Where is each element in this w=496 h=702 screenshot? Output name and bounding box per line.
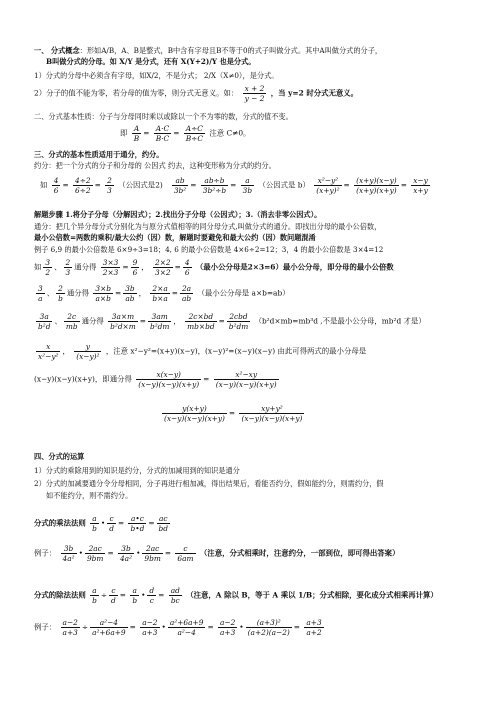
tongfen-example-2: $\frac{3}{a}$ 、 $\frac{2}{b}$ 通分得 $\frac{3\times b}{a\times b}$ = $\frac{3b}{ab}$ ， $\frac{2\times a}{b\times a}$ = $\frac{2a}{ab}$ （最小公分母是 a×b=ab）: [38, 284, 290, 303]
tongfen-example-3: $\frac{3a}{\text{b²d}}$ 、 $\frac{2c}{mb}$ 通分得 $\frac{3a\times m}{\text{b²d×m}}$ = $\frac{3am}{\text{b²dm}}$ ， $\frac{2c\times bd}{mb\times bd}$ = $\frac{\text{2cbd}}{\text{b²dm}}$ （b²d×mb=mb³d ,不是最小公分母，mb²d 才是）: [38, 312, 426, 331]
section-3-title: 三、分式的基本性质适用于通分，约分。: [34, 150, 164, 159]
section-4-title: 四、分式的运算: [34, 452, 85, 461]
multiplication-rule: 分式的乘法法则 $\frac{a}{b}$ • $\frac{c}{d}$ = $\frac{a•c}{b•d}$ = $\frac{ac}{bd}$: [34, 514, 168, 533]
section-2-title: 二、分式基本性质：分子与分母同时乘以或除以一个不为零的数，分式的值不变。: [34, 112, 293, 121]
section-1-title: 一、 分式概念: [34, 46, 80, 55]
point-1: 1）分式的分母中必须含有字母，如X/2，不是分式； 2/X（X≠0），是分式。: [34, 71, 279, 80]
section-1-definition: ：形如A/B，A、B是整式，B中含有字母且B不等于0的式子叫做分式。其中A叫做分式的分子，: [79, 46, 383, 55]
tongfen-1: 通分：把几个异分母分式分别化为与原分式值相等的同分母分式,叫做分式的通分。即找出分母的最小公倍数，: [34, 222, 382, 231]
tongfen-example-4c: $\frac{y(x+y)}{(x-y)(x-y)(x+y)}$ = $\frac{\text{xy+y²}}{(x-y)(x-y)(x+y)}$: [164, 404, 303, 423]
tongfen-example-4b: (x−y)(x−y)(x+y)，即通分得 $\frac{x(x-y)}{(x-y)(x-y)(x+y)}$ = $\frac{\text{x²−xy}}{(x-y)(x-y)(x+y)}$: [34, 370, 277, 389]
example-fraction: $\frac{x + 2}{y - 2}$: [244, 84, 265, 103]
section-1-heading: [34, 46, 488, 55]
division-example: 例子： $\frac{a-2}{a+3}$ ÷ $\frac{\text{a²−4}}{\text{a²+6a+9}}$ = $\frac{a-2}{a+3}$ • $\frac{\text{a²+6a+9}}{\text{a²−4}}$ = $\frac{a-2}{a+3}$ • $\frac{\text{(a+3)²}}{(a+2)(a-2)}$ = $\frac{a+3}{a+2}$: [34, 618, 322, 637]
steps: 解题步骤 1.将分子分母（分解因式）；2.找出分子分母（公因式）；3.（消去非零公因式）。: [34, 210, 322, 219]
yuefen-definition: 约分：把一个分式的分子和分母的 公因式 约去，这种变形称为分式的约分。: [34, 161, 276, 170]
point-2-text: 2）分子的值不能为零，若分母的值为零，则分式无意义。如：: [34, 88, 239, 98]
multiplication-example: 例子： $\frac{3b}{\text{4a²}}$ • $\frac{2ac}{9bm}$ = $\frac{3b}{\text{4a²}}$ • $\frac{2ac}{9bm}$ = $\frac{c}{6am}$ （注意，分式相乘时，注意约分，一部到位，即可得出答案）: [34, 544, 400, 563]
formula-prefix: 即: [120, 128, 128, 138]
tongfen-example-4: $\frac{x}{\text{x²−y²}}$ ， $\frac{y}{\text{(x−y)²}}$ ，注意 x²−y²=(x+y)(x−y)，(x−y)²=(x−y)(x−y) 由此可得两式的最小分母是: [38, 342, 367, 361]
point-2-tail: ，当 y=2 时分式无意义。: [270, 88, 359, 98]
division-rule: 分式的除法法则 $\frac{a}{b}$ ÷ $\frac{c}{d}$ = $\frac{a}{b}$ • $\frac{d}{c}$ = $\frac{ad}{bc}$ （注意，A 除以 B，等于 A 乘以 1/B；分式相除，要化成分式相乘再计算）: [34, 586, 438, 605]
yuefen-examples: 如 $\frac{4}{6}$ = $\frac{4\div 2}{6\div 2}$ = $\frac{2}{3}$ （公因式是2) $\frac{ab}{\text{3b²}}$ = $\frac{ab\div b}{\text{3b²÷b}}$ = $\frac{a}{3b}$ （公因式是 b） $\frac{\text{x²−y²}}{\text{(x+y)²}}$ = $\frac{(x+y)(x-y)}{(x+y)(x+y)}$ = $\frac{x-y}{x+y}$: [40, 176, 428, 195]
basic-property-formula: 即 $\frac{A}{B}$ = $\frac{A\cdot C}{B\cdot C}$ = $\frac{A\div C}{B\div C}$ 注意 C≠0。: [120, 124, 251, 143]
formula-note: 注意 C≠0。: [209, 128, 251, 138]
rule-1: 1）分式的乘除用到的知识是约分，分式的加减用到的知识是通分: [34, 466, 240, 475]
rule-2: 2）分式的加减要通分令分母相同，分子再进行相加减，得出结果后，看能否约分，假如能约分，则需约分，假: [34, 479, 384, 488]
rule-2b: 如不能约分，则不需约分。: [46, 491, 133, 500]
tongfen-example-1: 如 $\frac{3}{2}$ 、 $\frac{2}{3}$ 通分得 $\frac{3\times 3}{2\times 3}$ = $\frac{9}{6}$ ， $\frac{2\times 2}{3\times 2}$ = $\frac{4}{6}$ （最小公分母是2×3=6）最小公分母，即分母的最小公倍数: [34, 258, 394, 277]
tongfen-2: 最小公倍数=两数的乘积/最大公约（因）数，解题时要避免和最大公约（因）数问题混淆: [34, 233, 316, 242]
tongfen-3: 例子 6,9 的最小公倍数是 6×9÷3=18；4, 6 的最小公倍数是 4×6÷2=12；3，4 的最小公倍数是 3×4=12: [34, 245, 384, 254]
point-2: [34, 84, 358, 103]
section-1-definition-2: B叫做分式的分母。如 X/Y 是分式，还有 X(Y+2)/Y 也是分式。: [46, 57, 256, 66]
